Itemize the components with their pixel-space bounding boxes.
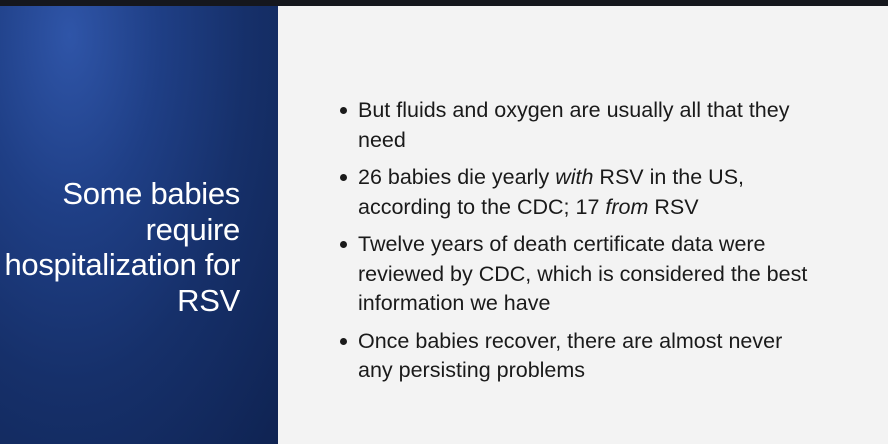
bullet-item: [338, 230, 808, 319]
bullet-text: Twelve years of death certificate data were reviewed by CDC, which is considered the best information we have: [358, 232, 808, 315]
top-edge-bar: [0, 0, 888, 6]
bullet-emphasis: with: [555, 165, 594, 189]
bullet-item: [338, 96, 808, 155]
bullet-emphasis: from: [605, 194, 649, 219]
bullet-list: [338, 96, 808, 394]
bullet-text: But fluids and oxygen are usually all that they need: [358, 98, 790, 152]
bullet-dot-icon: [340, 241, 347, 248]
bullet-dot-icon: [340, 338, 347, 345]
bullet-text: 26 babies die yearly: [358, 165, 556, 189]
bullet-dot-icon: [340, 174, 347, 181]
bullet-item: [338, 327, 808, 386]
bullet-item: [338, 163, 808, 222]
bullet-dot-icon: [340, 107, 347, 114]
bullet-text: Once babies recover, there are almost never any persisting problems: [358, 328, 783, 382]
bullet-text: RSV: [648, 194, 699, 219]
slide-title: Some babies require hospitalization for RSV: [4, 176, 240, 318]
bullet-text: RSV in the US, according to the CDC; 17: [358, 165, 745, 219]
